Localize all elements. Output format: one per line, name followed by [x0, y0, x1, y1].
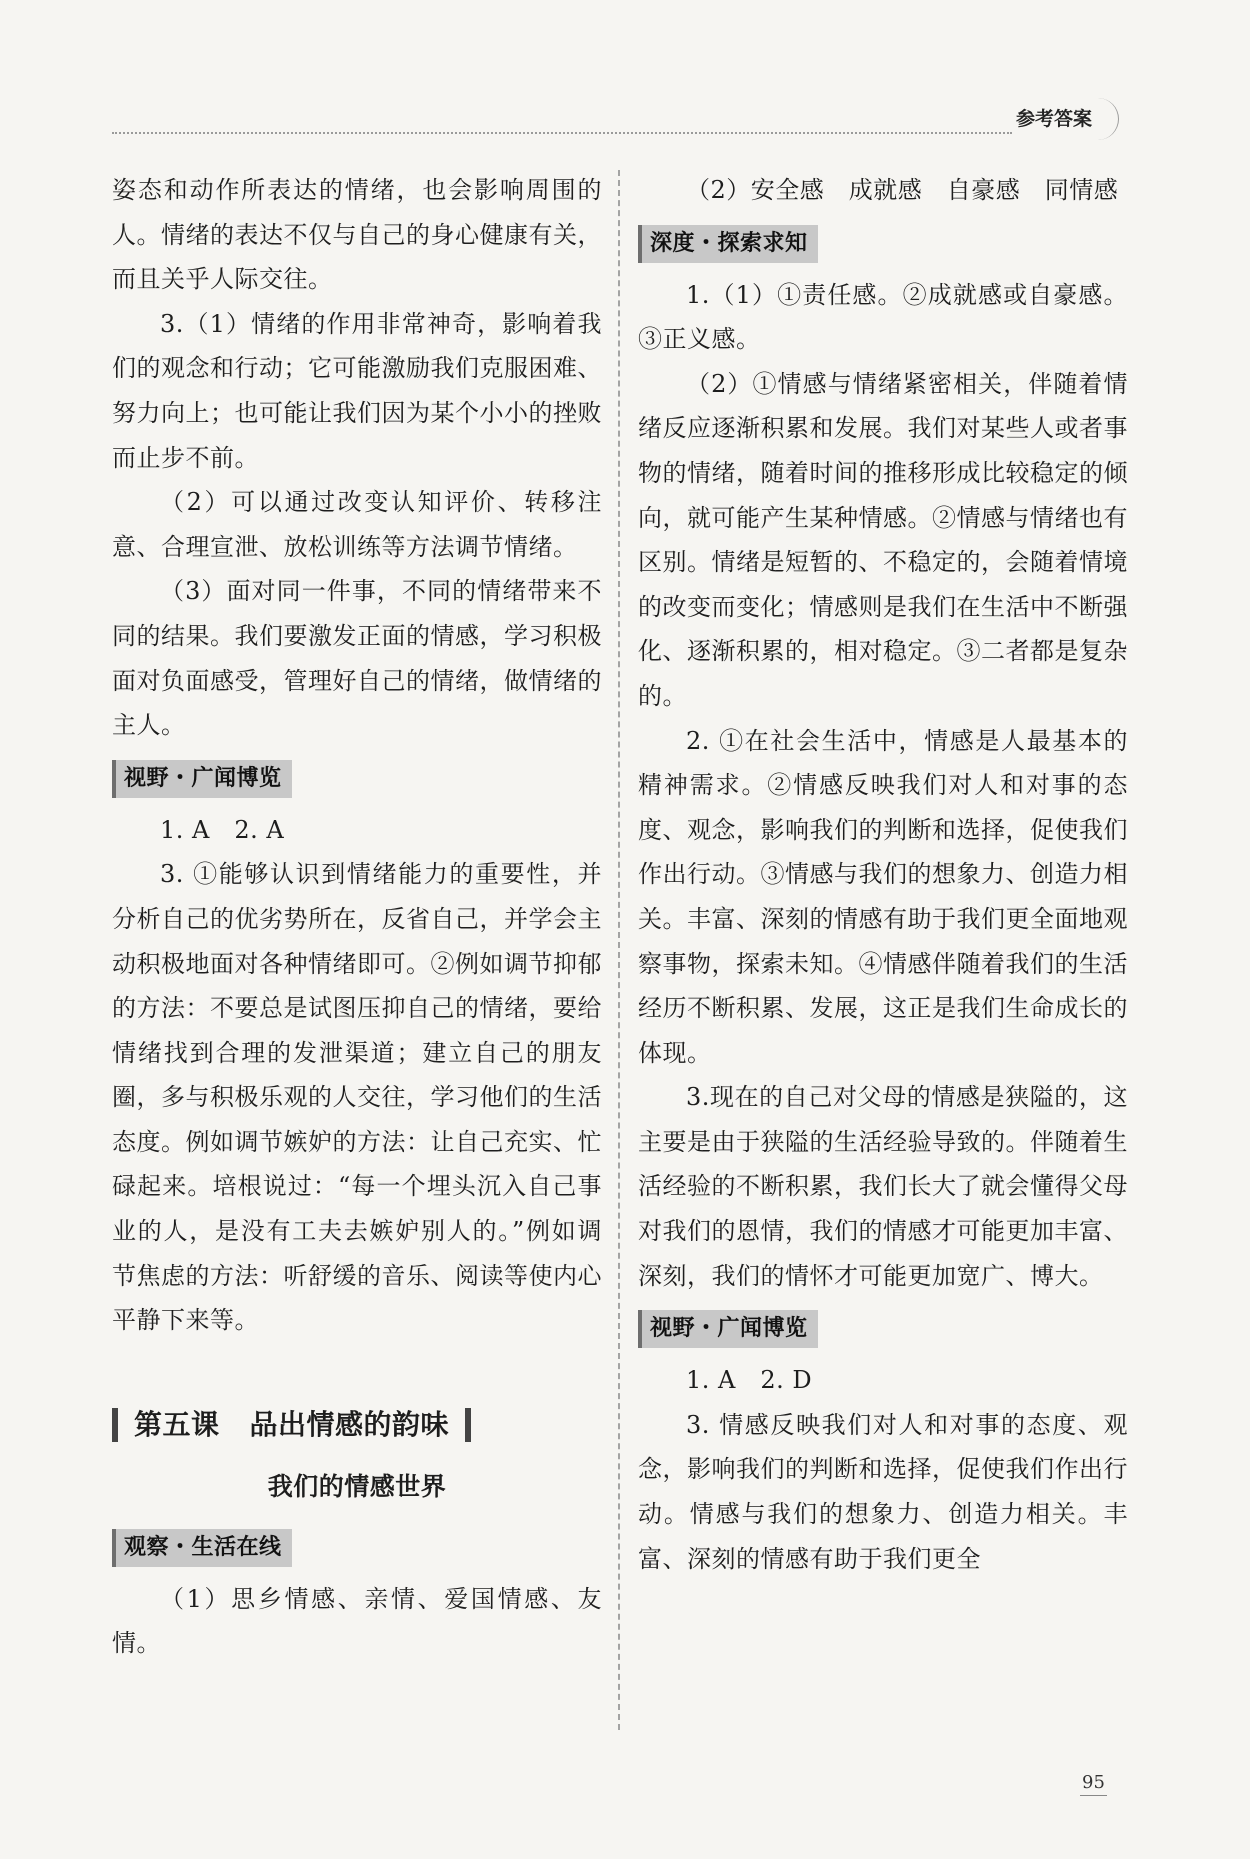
paragraph: （1）思乡情感、亲情、爱国情感、友情。	[112, 1584, 602, 1658]
lesson-name: 品出情感的韵味	[249, 1407, 450, 1441]
paragraph: 姿态和动作所表达的情绪，也会影响周围的人。情绪的表达不仅与自己的身心健康有关，而且关乎人际交往。	[112, 176, 602, 294]
section-heading: 视野・广闻博览	[638, 1310, 818, 1348]
paragraph: 3. ①能够认识到情绪能力的重要性，并分析自己的优劣势所在，反省自己，并学会主动积极地面对各种情绪即可。②例如调节抑郁的方法：不要总是试图压抑自己的情绪，要给情绪找到合理的发泄渠道；建立自己的朋友圈，多与积极乐观的人交往，学习他们的生活态度。例如调节嫉妒的方法：让自己充实、忙碌起来。培根说过：“每一个埋头沉入自己事业的人，是没有工夫去嫉妒别人的。”例如调节焦虑的方法：听舒缓的音乐、阅读等使内心平静下来等。	[112, 860, 602, 1335]
lesson-number: 第五课	[134, 1407, 220, 1441]
answer-line: 1. A 2. A	[160, 815, 285, 844]
section-heading: 视野・广闻博览	[112, 760, 292, 798]
paragraph: 2. ①在社会生活中，情感是人最基本的精神需求。②情感反映我们对人和对事的态度、观念，影响我们的判断和选择，促使我们作出行动。③情感与我们的想象力、创造力相关。丰富、深刻的情感有助于我们更全面地观察事物，探索未知。④情感伴随着我们的生活经历不断积累、发展，这正是我们生命成长的体现。	[638, 726, 1128, 1067]
lesson-title	[112, 1401, 602, 1449]
paragraph: （2）①情感与情绪紧密相关，伴随着情绪反应逐渐积累和发展。我们对某些人或者事物的情绪，随着时间的推移形成比较稳定的倾向，就可能产生某种情感。②情感与情绪也有区别。情绪是短暂的、不稳定的，会随着情境的改变而变化；情感则是我们在生活中不断强化、逐渐积累的，相对稳定。③二者都是复杂的。	[638, 369, 1128, 710]
paragraph: 1.（1）①责任感。②成就感或自豪感。③正义感。	[638, 280, 1128, 354]
answer-line: 1. A 2. D	[686, 1366, 813, 1395]
section-heading: 观察・生活在线	[112, 1529, 292, 1567]
paragraph: 3.（1）情绪的作用非常神奇，影响着我们的观念和行动；它可能激励我们克服困难、努力向上；也可能让我们因为某个小小的挫败而止步不前。	[112, 309, 602, 472]
paragraph: 3.现在的自己对父母的情感是狭隘的，这主要是由于狭隘的生活经验导致的。伴随着生活经验的不断积累，我们长大了就会懂得父母对我们的恩情，我们的情感才可能更加丰富、深刻，我们的情怀才可能更加宽广、博大。	[638, 1083, 1128, 1290]
paragraph: （3）面对同一件事，不同的情绪带来不同的结果。我们要激发正面的情感，学习积极面对负面感受，管理好自己的情绪，做情绪的主人。	[112, 577, 602, 740]
right-column	[638, 168, 1128, 1581]
page-number: 95	[1080, 1772, 1107, 1796]
paragraph: （2）安全感 成就感 自豪感 同情感	[686, 176, 1119, 204]
title-bar-right	[465, 1408, 471, 1442]
header-tab: 参考答案	[990, 98, 1119, 140]
section-heading: 深度・探索求知	[638, 225, 818, 263]
paragraph: 3. 情感反映我们对人和对事的态度、观念，影响我们的判断和选择，促使我们作出行动。情感与我们的想象力、创造力相关。丰富、深刻的情感有助于我们更全	[638, 1410, 1128, 1573]
subtitle: 我们的情感世界	[267, 1471, 447, 1501]
left-column	[112, 168, 602, 1666]
title-bar-left	[112, 1408, 118, 1442]
column-divider	[618, 170, 620, 1730]
header-rule	[112, 132, 1012, 134]
paragraph: （2）可以通过改变认知评价、转移注意、合理宣泄、放松训练等方法调节情绪。	[112, 488, 602, 561]
